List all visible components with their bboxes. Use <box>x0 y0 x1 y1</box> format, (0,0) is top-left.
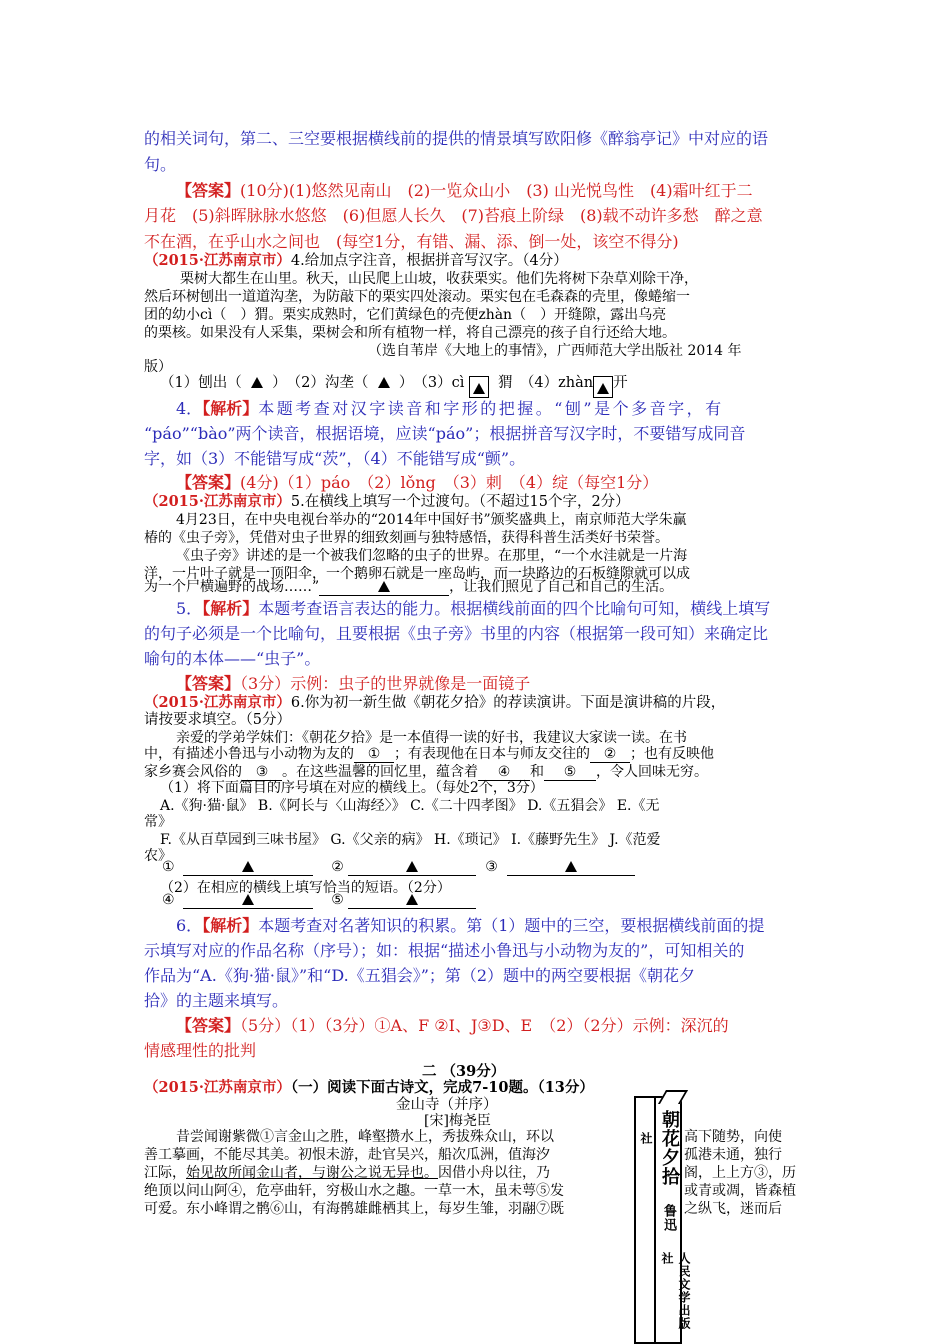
triangle-icon <box>597 383 609 394</box>
answer-text: （3分）示例：虫子的世界就像是一面镜子 <box>240 674 531 693</box>
book-illustration <box>634 1096 691 1344</box>
triangle-icon <box>406 861 418 872</box>
passage-line: 4月23日，在中央电视台举办的“2014年中国好书”颁奖盛典上，南京师范大学朱赢 <box>176 512 687 528</box>
book-side-text: 社 <box>639 1132 653 1145</box>
explanation-num: 6． <box>176 916 203 935</box>
answer-blank[interactable]: ① <box>354 746 394 763</box>
subquestion-line: （1）将下面篇目的序号填在对应的横线上。（每处2个，3分） <box>160 780 544 796</box>
book-spine-top <box>658 1090 688 1104</box>
book-title: 朝花夕拾 <box>659 1110 680 1186</box>
explanation-line: 拾》的主题来填写。 <box>144 991 289 1010</box>
passage-line: 栗树大都生在山里。秋天，山民爬上山坡，收获栗实。他们先将树下杂草刈除干净， <box>180 271 698 287</box>
option-tail: 开 <box>613 375 628 391</box>
answer-blank[interactable] <box>507 859 635 876</box>
triangle-icon <box>242 861 254 872</box>
explanation-line: 的句子必须是一个比喻句，且要根据《虫子旁》书里的内容（根据第一段可知）来确定比 <box>144 624 769 643</box>
answer-label: 【答案】 <box>176 181 241 200</box>
explanation-num: 4． <box>176 399 203 418</box>
option-1: （1）刨出（ <box>160 375 242 391</box>
underlined-sentence: 始见故所闻金山者，与谢公之说无异也。 <box>186 1165 438 1181</box>
book-author: 鲁迅 <box>661 1204 676 1232</box>
subquestion-line: （2）在相应的横线上填写恰当的短语。（2分） <box>160 880 451 896</box>
blank-num: ③ <box>485 859 498 875</box>
explanation-line <box>176 396 724 419</box>
prose-text: 因借小舟以往，乃 <box>438 1165 550 1181</box>
explanation-line: 喻句的本体——“虫子”。 <box>144 649 321 668</box>
triangle-icon <box>251 377 263 388</box>
blank-num: ⑤ <box>331 892 344 908</box>
question-prompt: 5.在横线上填写一个过渡句。（不超过15个字，2分） <box>290 494 630 510</box>
explanation-line <box>176 596 770 619</box>
explanation-line: 作品为“A.《狗·猫·鼠》”和“D.《五猖会》”；第（2）题中的两空要根据《朝花夕 <box>144 966 696 985</box>
explanation-label: 【解析】 <box>202 399 259 418</box>
option-2: ） （2）沟垄（ <box>272 375 369 391</box>
blanks-line <box>162 892 476 909</box>
question-source: （2015·江苏南京市） <box>144 694 291 711</box>
question-line <box>144 490 630 511</box>
triangle-icon <box>378 581 390 592</box>
passage-text: ，让我们照见了自己和自己的生活。 <box>449 579 674 595</box>
answer-blank[interactable] <box>183 892 313 909</box>
passage-line: 洋，一片叶子就是一顶阳伞，一个鹅卵石就是一座岛屿，而一块路边的石板缝隙就可以成 <box>144 566 690 582</box>
passage-line: 《虫子旁》讲述的是一个被我们忽略的虫子的世界。在那里，“一个水洼就是一片海 <box>176 548 688 564</box>
prose-line: 昔尝闻谢紫微①言金山之胜，峰壑攒水上，秀拔殊众山，环以 <box>176 1129 554 1145</box>
answer-line: 不在酒，在乎山水之间也 (每空1分，有错、漏、添、倒一处，该空不得分) <box>144 232 679 251</box>
passage-line: 团的幼小cì（ ）猬。栗实成熟时，它们黄绿色的壳便zhàn（ ）开缝隙，露出乌亮 <box>144 307 667 323</box>
answer-line: 情感理性的批判 <box>144 1041 257 1060</box>
triangle-icon <box>406 894 418 905</box>
passage-text: 中，有描述小鲁迅与小动物为友的 <box>144 746 354 762</box>
prose-line: 高下随势，向使 <box>684 1129 782 1145</box>
answer-blank[interactable]: ② <box>590 746 630 763</box>
question-source: （2015·江苏南京市） <box>144 252 291 269</box>
explanation-line: 字，如（3）不能错写成“茨”，（4）不能错写成“颤”。 <box>144 449 526 468</box>
prose-line: 或青或凋，皆森植 <box>684 1183 796 1199</box>
prose-line: 绝顶以问山阿④，危亭曲轩，穷极山水之趣。一草一木，虽未萼⑤发 <box>144 1183 564 1199</box>
answer-text: （5分）（1）（3分）①A、F ②I、J③D、E （2）（2分）示例：深沉的 <box>240 1016 729 1035</box>
passage-text: 和 <box>530 764 544 780</box>
answer-box[interactable] <box>469 376 489 398</box>
question-source: （2015·江苏南京市） <box>144 1079 291 1096</box>
triangle-icon <box>242 894 254 905</box>
answer-text: (10分)(1)悠然见南山 (2)一览众山小 (3) 山光悦鸟性 (4)霜叶红于二 <box>240 181 753 200</box>
prose-line: 之纵飞，迷而后 <box>684 1201 782 1217</box>
explanation-text: 本题考查对名著知识的积累。第（1）题中的三空，要根据横线前面的提 <box>258 916 765 935</box>
options-line <box>160 371 628 398</box>
answer-label: 【答案】 <box>176 473 241 492</box>
passage-text: 家乡赛会风俗的 <box>144 764 242 780</box>
answer-blank[interactable]: ④ <box>478 764 530 781</box>
options-line: A.《狗·猫·鼠》 B.《阿长与〈山海经〉》 C.《二十四孝图》 D.《五猖会》 E.《无 <box>160 798 660 814</box>
passage-text: ；也有反映他 <box>630 746 714 762</box>
question-prompt: 6.你为初一新生做《朝花夕拾》的荐读演讲。下面是演讲稿的片段， <box>290 695 726 711</box>
blank-num: ① <box>162 859 175 875</box>
text-line: 句。 <box>144 155 177 174</box>
passage-text: 。在这些温馨的回忆里，蕴含着 <box>282 764 478 780</box>
answer-blank[interactable]: ③ <box>242 764 282 781</box>
explanation-label: 【解析】 <box>202 916 259 935</box>
answer-blank[interactable] <box>348 892 476 909</box>
passage-text: 为一个尸横遍野的战场……” <box>144 579 320 595</box>
answer-line <box>176 1013 729 1036</box>
explanation-line: 示填写对应的作品名称（序号）；如：根据“描述小鲁迅与小动物为友的”，可知相关的 <box>144 941 745 960</box>
question-prompt: 4.给加点字注音，根据拼音写汉字。（4分） <box>290 253 568 269</box>
passage-line <box>144 743 714 763</box>
question-prompt: （一）阅读下面古诗文，完成7-10题。（13分） <box>290 1079 594 1096</box>
question-line: 请按要求填空。（5分） <box>144 712 291 728</box>
poem-title: 金山寺（并序） <box>396 1097 498 1113</box>
poem-author: [宋]梅尧臣 <box>424 1113 491 1129</box>
passage-line: 椿的《虫子旁》，凭借对虫子世界的细致刻画与独特感悟，获得科普生活类好书荣誉。 <box>144 530 669 546</box>
explanation-text: 本题考查对汉字读音和字形的把握。“刨”是个多音字，有 <box>258 399 724 418</box>
explanation-line <box>176 913 764 936</box>
prose-line: 孤港未通，独行 <box>684 1147 782 1163</box>
triangle-icon <box>473 383 485 394</box>
answer-blank[interactable] <box>319 579 449 596</box>
explanation-text: 本题考查语言表达的能力。根据横线前面的四个比喻句可知，横线上填写 <box>258 599 771 618</box>
answer-blank[interactable] <box>348 859 476 876</box>
prose-line <box>144 1162 550 1182</box>
passage-line: 的栗核。如果没有人采集，栗树会和所有植物一样，将自己漂亮的孩子自行还给大地。 <box>144 325 676 341</box>
options-line: 农》 <box>144 848 172 864</box>
explanation-label: 【解析】 <box>202 599 259 618</box>
passage-line: 然后环树刨出一道道沟垄，为防敲下的栗实四处滚动。栗实包在毛森森的壳里，像蜷缩一 <box>144 289 690 305</box>
triangle-icon <box>378 377 390 388</box>
answer-line: 月花 (5)斜晖脉脉水悠悠 (6)但愿人长久 (7)苔痕上阶绿 (8)载不动许多愁 醉之意 <box>144 206 763 225</box>
option-4: 猬 （4）zhàn <box>498 375 594 391</box>
answer-text: (4分)（1）páo （2）lǒng （3）刺 （4）绽（每空1分） <box>240 473 659 492</box>
question-line <box>144 1076 594 1097</box>
explanation-num: 5． <box>176 599 203 618</box>
blank-num: ④ <box>162 892 175 908</box>
blank-num: ② <box>331 859 344 875</box>
passage-line <box>144 576 673 596</box>
answer-label: 【答案】 <box>176 1016 241 1035</box>
prose-line: 善工摹画，不能尽其美。初恨未游，赴官吴兴，船次瓜洲，值海汐 <box>144 1147 550 1163</box>
question-source: （2015·江苏南京市） <box>144 493 291 510</box>
passage-line: （选自苇岸《大地上的事情》，广西师范大学出版社 2014 年 <box>368 343 742 359</box>
answer-box[interactable] <box>593 376 613 398</box>
passage-line: 版） <box>144 359 172 375</box>
answer-blank[interactable]: ⑤ <box>544 764 596 781</box>
question-line <box>144 249 568 270</box>
blanks-line <box>162 859 635 876</box>
options-line: 常》 <box>144 814 172 830</box>
answer-label: 【答案】 <box>176 674 241 693</box>
text-line: 的相关词句，第二、三空要根据横线前的提供的情景填写欧阳修《醉翁亭记》中对应的语 <box>144 129 769 148</box>
explanation-line: “páo”“bào”两个读音，根据语境，应读“páo”；根据拼音写汉字时，不要错写成同音 <box>144 424 746 443</box>
passage-text: ；有表现他在日本与师友交往的 <box>394 746 590 762</box>
prose-text: 江际， <box>144 1165 186 1181</box>
section-heading: 二 （39分） <box>422 1063 506 1080</box>
triangle-icon <box>565 861 577 872</box>
passage-text: ，令人回味无穷。 <box>596 764 708 780</box>
answer-line <box>176 178 753 201</box>
book-publisher: 人民文学出版社 <box>660 1252 691 1330</box>
passage-line: 亲爱的学弟学妹们：《朝花夕拾》是一本值得一读的好书，我建议大家读一读。在书 <box>176 730 687 746</box>
answer-blank[interactable] <box>183 859 313 876</box>
prose-line: 阁，上上方③，历 <box>684 1165 796 1181</box>
options-line: F.《从百草园到三味书屋》 G.《父亲的病》 H.《琐记》 I.《藤野先生》 J.《范爱 <box>160 832 661 848</box>
option-3: ） （3）cì <box>398 375 465 391</box>
prose-line: 可爱。东小峰谓之鹘⑥山，有海鹘雄雌栖其上，每岁生雏，羽翮⑦既 <box>144 1201 564 1217</box>
